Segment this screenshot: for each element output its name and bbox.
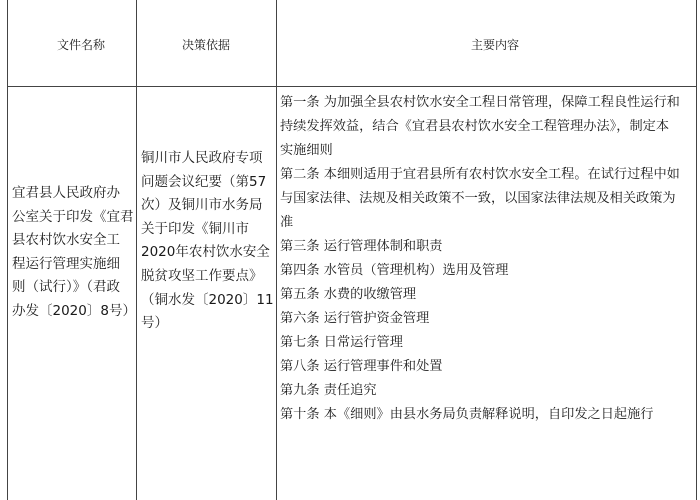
content-line: 与国家法律、法规及相关政策不一致，以国家法律法规及相关政策为 xyxy=(280,191,676,206)
content-line: 第八条 运行管理事件和处置 xyxy=(280,359,443,374)
document-name-line: 公室关于印发《宜君 xyxy=(12,208,134,225)
content-line: 第二条 本细则适用于宜君县所有农村饮水安全工程。在试行过程中如 xyxy=(280,167,680,182)
basis-line: 脱贫攻坚工作要点》 xyxy=(141,268,263,284)
content-line: 第四条 水管员（管理机构）选用及管理 xyxy=(280,263,509,278)
document-name-line: 县农村饮水安全工 xyxy=(12,232,120,249)
document-name-line: 办发〔2020〕8号） xyxy=(12,303,136,319)
header-divider xyxy=(7,86,697,87)
content-line: 第三条 运行管理体制和职责 xyxy=(280,239,443,254)
header-file-name: 文件名称 xyxy=(56,38,105,52)
document-name-line: 程运行管理实施细 xyxy=(12,255,120,272)
document-name-line: 宜君县人民政府办 xyxy=(12,185,120,201)
header-main-content: 主要内容 xyxy=(470,38,519,52)
content-line: 第九条 责任追究 xyxy=(280,383,377,398)
basis-line: 号） xyxy=(141,315,168,332)
basis-line: 2020年农村饮水安全 xyxy=(141,244,270,261)
content-line: 第一条 为加强全县农村饮水安全工程日常管理，保障工程良性运行和 xyxy=(280,95,680,110)
content-line: 第六条 运行管护资金管理 xyxy=(280,311,430,326)
basis-line: 铜川市人民政府专项 xyxy=(141,150,263,166)
basis-line: 关于印发《铜川市 xyxy=(141,220,249,237)
basis-line: 次）及铜川市水务局 xyxy=(141,197,263,214)
border-right xyxy=(696,0,697,500)
divider-col-1 xyxy=(136,0,137,500)
basis-line: （铜水发〔2020〕11 xyxy=(141,291,274,308)
content-line: 第五条 水费的收缴管理 xyxy=(280,287,417,302)
content-line: 持续发挥效益，结合《宜君县农村饮水安全工程管理办法》，制定本 xyxy=(280,119,670,134)
header-decision-basis: 决策依据 xyxy=(181,38,230,52)
basis-line: 问题会议纪要（第57 xyxy=(141,173,267,190)
divider-col-2 xyxy=(276,0,277,500)
border-left xyxy=(7,0,8,500)
content-line: 第七条 日常运行管理 xyxy=(280,335,403,350)
content-line: 第十条 本《细则》由县水务局负责解释说明，自印发之日起施行 xyxy=(280,407,654,422)
content-line: 准 xyxy=(280,215,294,230)
content-line: 实施细则 xyxy=(280,143,333,158)
document-name-line: 则（试行）》（君政 xyxy=(12,279,120,296)
